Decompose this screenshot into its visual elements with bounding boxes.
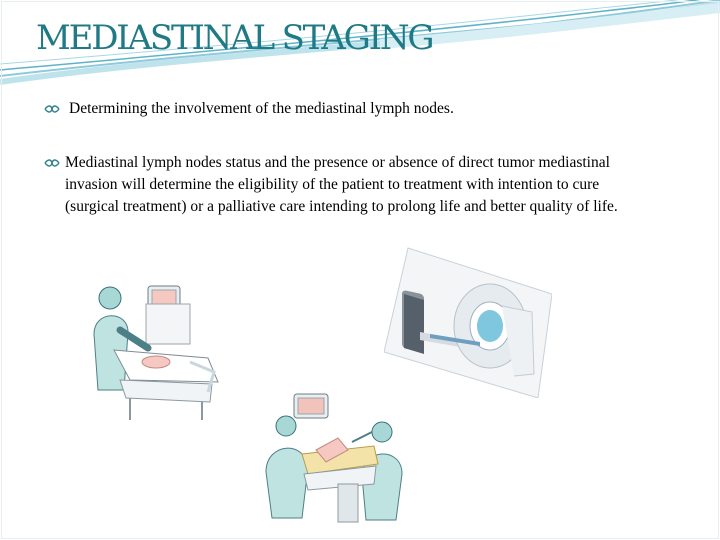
bullet-ribbon-icon [44, 158, 60, 168]
slide-title: MEDIASTINAL STAGING [36, 18, 433, 58]
surgeons-with-monitor-illustration [90, 272, 220, 422]
bullet-item [44, 152, 644, 218]
bullet-item [44, 98, 644, 120]
ct-scanner-illustration [384, 246, 552, 398]
bullet-list [44, 98, 644, 218]
bullet-text: Mediastinal lymph nodes status and the presence or absence of direct tumor mediastinal invasion will determine the eligibility of the patient to treatment with intention to cure (surgical treatment) or a palliative care intending to prolong life and better quality of life. [65, 154, 618, 215]
bullet-text: Determining the involvement of the mediastinal lymph nodes. [69, 100, 454, 117]
bullet-ribbon-icon [44, 104, 60, 114]
surgical-team-illustration [256, 392, 406, 524]
